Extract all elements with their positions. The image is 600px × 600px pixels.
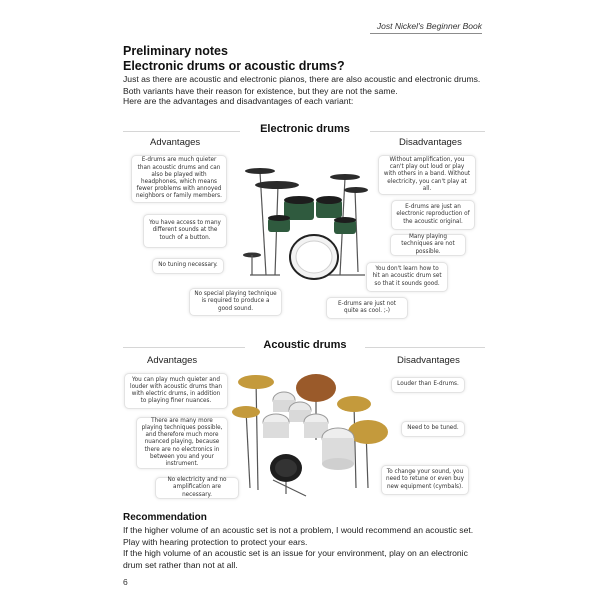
acoustic-drum-kit-image <box>228 370 390 500</box>
acoustic-advantages-label: Advantages <box>147 355 198 366</box>
electronic-title: Electronic drums <box>240 123 370 135</box>
page-subheading: Electronic drums or acoustic drums? <box>123 59 345 73</box>
electronic-drum-kit-image <box>230 160 380 285</box>
electronic-advantage-1: E-drums are much quieter than acoustic drums and can also be played with headphones, which means fewer problems with annoyed neighbors or family members. <box>131 155 227 203</box>
acoustic-advantage-3: No electricity and no amplification are necessary. <box>155 477 239 499</box>
acoustic-disadvantage-3: To change your sound, you need to retune or even buy new equipment (cymbals). <box>381 465 469 495</box>
page-number: 6 <box>123 577 128 587</box>
page-heading: Preliminary notes <box>123 44 228 58</box>
electronic-disadvantage-4: You don't learn how to hit an acoustic drum set so that it sounds good. <box>366 262 448 292</box>
acoustic-disadvantage-1: Louder than E-drums. <box>391 377 465 393</box>
electronic-disadvantage-5: E-drums are just not quite as cool. ;-) <box>326 297 408 319</box>
electronic-advantage-2: You have access to many different sounds at the touch of a button. <box>143 214 227 248</box>
electronic-disadvantages-label: Disadvantages <box>399 137 462 148</box>
recommendation-paragraph-2: If the high volume of an acoustic set is an issue for your environment, play on an electronic drum set rather than not at all. <box>123 548 468 570</box>
acoustic-disadvantage-2: Need to be tuned. <box>401 421 465 437</box>
electronic-advantage-4: No special playing technique is required to produce a good sound. <box>189 288 282 316</box>
electronic-disadvantage-3: Many playing techniques are not possible. <box>390 234 466 256</box>
intro-paragraph-1: Just as there are acoustic and electronic pianos, there are also acoustic and electronic drums. Both variants have their reason for existence, but they are not the same. <box>123 74 481 96</box>
acoustic-disadvantages-label: Disadvantages <box>397 355 460 366</box>
electronic-advantage-3: No tuning necessary. <box>152 258 224 274</box>
acoustic-advantage-1: You can play much quieter and louder with acoustic drums than with electric drums, in addition to playing finer nuances. <box>124 373 228 409</box>
recommendation-title: Recommendation <box>123 512 207 523</box>
header-rule <box>370 33 482 34</box>
intro-paragraph-2: Here are the advantages and disadvantages of each variant: <box>123 96 354 106</box>
electronic-disadvantage-1: Without amplification, you can't play out loud or play with others in a band. Without electricity, you can't play at all. <box>378 155 476 195</box>
acoustic-advantage-2: There are many more playing techniques possible, and therefore much more nuanced playing, because there are no electronics in between you and your instrument. <box>136 417 228 469</box>
recommendation-paragraph-1: If the higher volume of an acoustic set is not a problem, I would recommend an acoustic set. Play with hearing protection to protect your ears. <box>123 525 474 547</box>
running-head: Jost Nickel's Beginner Book <box>376 21 482 31</box>
acoustic-title: Acoustic drums <box>245 339 365 351</box>
electronic-advantages-label: Advantages <box>150 137 201 148</box>
electronic-disadvantage-2: E-drums are just an electronic reproduction of the acoustic original. <box>391 200 475 230</box>
